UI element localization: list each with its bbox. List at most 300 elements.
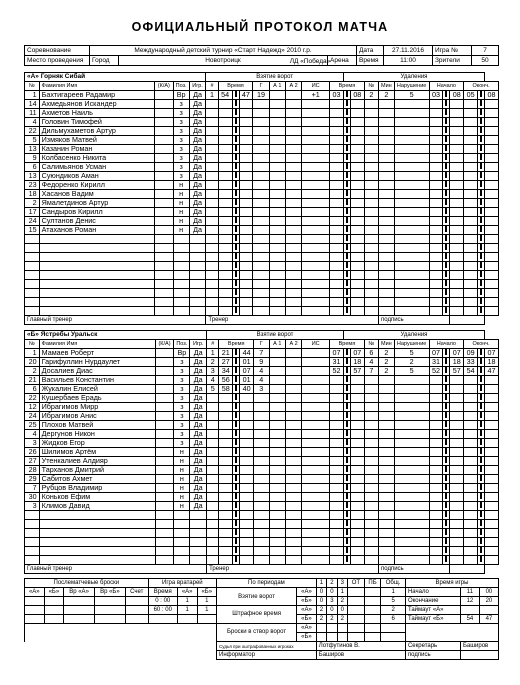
goal-assist2 (285, 529, 301, 538)
pen-end-min (464, 190, 478, 199)
player-position: н (174, 466, 190, 475)
goal-scorer (254, 556, 270, 565)
goal-situation (302, 376, 330, 385)
secretary-label: Секретарь (405, 642, 460, 651)
goal-scorer (253, 217, 269, 226)
pen-end-sec (485, 493, 499, 502)
cell: 1 (177, 606, 197, 615)
goal-number: 4 (207, 376, 219, 385)
pen-minutes (378, 217, 394, 226)
goal-situation (302, 430, 330, 439)
player-position: з (174, 358, 190, 367)
pen-min (330, 217, 344, 226)
pen-start-min: 52 (429, 367, 443, 376)
col-name: Фамилия Имя (39, 340, 155, 349)
arena-label: Арена (328, 56, 357, 66)
pen-end-min (464, 475, 478, 484)
pen-sec (350, 253, 364, 262)
penalties-header: Удаления (343, 73, 484, 82)
time-label: Время (357, 56, 384, 66)
goal-situation (302, 484, 330, 493)
pen-violation (394, 403, 429, 412)
pen-sec (350, 235, 364, 244)
pen-player: 7 (364, 367, 378, 376)
separator-mark (445, 448, 447, 454)
pen-violation (394, 271, 429, 280)
time-separator (478, 280, 485, 289)
time-separator (478, 235, 485, 244)
coach-label: Тренер (206, 316, 379, 325)
goal-situation (302, 109, 330, 118)
separator-mark (346, 412, 348, 418)
player-ka (155, 421, 174, 430)
player-played: Да (190, 385, 207, 394)
player-name: Жукалин Елисей (39, 385, 155, 394)
goal-assist2 (285, 244, 301, 253)
separator-mark (480, 235, 482, 241)
player-played: Да (190, 403, 207, 412)
player-number: 11 (25, 109, 40, 118)
player-number: 22 (25, 394, 40, 403)
pen-min (330, 289, 344, 298)
goal-min (219, 529, 233, 538)
player-ka (155, 430, 174, 439)
player-number (25, 262, 40, 271)
player-ka (155, 457, 174, 466)
goal-number (206, 244, 218, 253)
player-position (173, 235, 189, 244)
player-number: 4 (25, 118, 40, 127)
pen-sec (350, 208, 364, 217)
pen-minutes (378, 466, 394, 475)
time-separator (443, 538, 450, 547)
goal-number (206, 262, 218, 271)
pen-min (330, 547, 344, 556)
cell (348, 597, 365, 606)
time-separator (343, 385, 350, 394)
so-col-b: «Б» (44, 588, 64, 597)
player-position: н (174, 493, 190, 502)
time-separator (478, 181, 485, 190)
pen-start-min (429, 520, 443, 529)
player-name: Ахметов Наиль (39, 109, 154, 118)
pen-end-sec (485, 289, 499, 298)
goal-situation (302, 439, 330, 448)
pen-start-sec (450, 109, 464, 118)
separator-mark (235, 271, 237, 277)
period-3: 3 (337, 579, 347, 588)
pen-end-sec (485, 448, 499, 457)
player-played: Да (190, 394, 207, 403)
pen-start-sec (450, 547, 464, 556)
col-pen-start: Начало (429, 340, 464, 349)
separator-mark (445, 244, 447, 250)
goal-assist1 (269, 235, 285, 244)
player-number: 21 (25, 376, 40, 385)
separator-mark (346, 244, 348, 250)
pen-violation (394, 493, 429, 502)
goal-number (206, 181, 218, 190)
goal-sec (239, 118, 253, 127)
player-name (39, 547, 155, 556)
time-separator (443, 376, 450, 385)
player-played (189, 298, 206, 307)
player-number: 22 (25, 127, 40, 136)
pen-start-sec (450, 181, 464, 190)
time-separator (343, 421, 350, 430)
player-played (189, 253, 206, 262)
time-separator (232, 118, 239, 127)
pen-end-sec (485, 181, 499, 190)
player-played (190, 520, 207, 529)
time-separator (343, 307, 350, 316)
time-separator (233, 394, 240, 403)
time-separator (233, 376, 240, 385)
time-separator (478, 430, 485, 439)
time-separator (343, 475, 350, 484)
pen-violation (394, 430, 429, 439)
pen-minutes (378, 244, 394, 253)
goal-scorer: 4 (254, 367, 270, 376)
player-number (25, 298, 40, 307)
goal-min (218, 307, 232, 316)
player-position (173, 253, 189, 262)
goal-number (206, 307, 218, 316)
goal-min: 56 (219, 376, 233, 385)
time-separator (343, 262, 350, 271)
so-col-gkb: Вр «Б» (95, 588, 126, 597)
pen-end-sec: 07 (485, 349, 499, 358)
player-played (190, 556, 207, 565)
pen-end-sec (485, 457, 499, 466)
separator-mark (346, 298, 348, 304)
timeout-a-label: Таймаут «А» (405, 606, 460, 615)
pen-end-sec (485, 271, 499, 280)
goal-min (219, 475, 233, 484)
pen-end-sec (485, 253, 499, 262)
player-ka (155, 271, 174, 280)
pen-minutes (378, 190, 394, 199)
pen-start-min (429, 226, 443, 235)
player-ka (155, 520, 174, 529)
pen-end-sec: 18 (485, 358, 499, 367)
pen-start-min (429, 475, 443, 484)
pen-violation (394, 118, 429, 127)
separator-mark (445, 511, 447, 517)
goal-situation (302, 448, 330, 457)
cell: 6 (381, 615, 406, 624)
separator-mark (235, 358, 237, 364)
player-position: з (174, 385, 190, 394)
pen-start-sec (450, 235, 464, 244)
pen-minutes (378, 307, 394, 316)
pen-violation (394, 289, 429, 298)
separator-mark (235, 538, 237, 544)
player-position (173, 298, 189, 307)
pen-end-min: 33 (464, 358, 478, 367)
period-2: 2 (327, 579, 337, 588)
time-separator (478, 136, 485, 145)
pen-min (330, 118, 344, 127)
goal-number (207, 538, 219, 547)
goal-assist1 (269, 385, 285, 394)
goal-assist1 (269, 367, 285, 376)
pen-start-sec (450, 289, 464, 298)
goal-assist1 (269, 376, 285, 385)
pen-start-sec (450, 421, 464, 430)
sign-field (450, 565, 485, 574)
pen-player (364, 127, 378, 136)
separator-mark (445, 289, 447, 295)
goal-assist2 (285, 547, 301, 556)
pen-end-sec (485, 412, 499, 421)
time-separator (478, 271, 485, 280)
goal-scorer (253, 190, 269, 199)
goal-situation (302, 262, 330, 271)
goal-sec (239, 163, 253, 172)
pen-end-min (464, 298, 478, 307)
row-team: «Б» (297, 597, 317, 606)
pen-sec (350, 538, 364, 547)
goal-number (206, 100, 218, 109)
separator-mark (480, 109, 482, 115)
separator-mark (445, 367, 447, 373)
pen-minutes (378, 253, 394, 262)
col-no: № (25, 82, 40, 91)
pen-end-min (464, 181, 478, 190)
separator-mark (480, 556, 482, 562)
separator-mark (346, 181, 348, 187)
separator-mark (346, 208, 348, 214)
pen-start-min (429, 118, 443, 127)
pen-min: 52 (330, 367, 344, 376)
time-separator (443, 475, 450, 484)
time-separator (478, 307, 485, 316)
pen-start-sec (450, 475, 464, 484)
player-played: Да (190, 457, 207, 466)
separator-mark (480, 529, 482, 535)
pen-end-sec (485, 244, 499, 253)
pen-player (364, 154, 378, 163)
pen-start-sec (450, 226, 464, 235)
player-number: 18 (25, 190, 40, 199)
separator-mark (346, 475, 348, 481)
pen-start-min (429, 190, 443, 199)
player-number: 6 (25, 163, 40, 172)
goal-assist1 (269, 181, 285, 190)
row-team: «А» (297, 606, 317, 615)
player-played (189, 262, 206, 271)
player-ka (155, 226, 174, 235)
pen-player (364, 280, 378, 289)
col-pen-no: № (364, 82, 378, 91)
time-separator (443, 547, 450, 556)
player-name: Сандыров Кирилл (39, 208, 154, 217)
goal-situation (302, 136, 330, 145)
goal-number (206, 136, 218, 145)
player-played: Да (189, 190, 206, 199)
player-ka (155, 172, 174, 181)
goal-situation (302, 547, 330, 556)
pen-player (364, 457, 378, 466)
goal-min: 54 (218, 91, 232, 100)
player-ka (155, 190, 174, 199)
goal-assist1 (269, 403, 285, 412)
pen-start-min (429, 163, 443, 172)
pen-sec (350, 520, 364, 529)
pen-sec (350, 430, 364, 439)
pen-min (330, 262, 344, 271)
game-no-label: Игра № (433, 46, 472, 56)
pen-minutes (378, 376, 394, 385)
player-name (39, 253, 154, 262)
separator-mark (346, 271, 348, 277)
pen-player (364, 298, 378, 307)
pen-min (330, 100, 344, 109)
player-number: 3 (25, 502, 40, 511)
separator-mark (346, 430, 348, 436)
pen-end-min (464, 127, 478, 136)
separator-mark (346, 538, 348, 544)
goal-min (218, 235, 232, 244)
time-separator (443, 271, 450, 280)
pen-sec (350, 109, 364, 118)
goal-min: 34 (219, 367, 233, 376)
player-position (174, 529, 190, 538)
player-played: Да (189, 136, 206, 145)
separator-mark (346, 109, 348, 115)
player-position (174, 547, 190, 556)
goal-scorer (253, 262, 269, 271)
pen-end-sec (485, 100, 499, 109)
pen-min (330, 181, 344, 190)
player-ka (155, 502, 174, 511)
player-number (25, 280, 40, 289)
goal-min (219, 430, 233, 439)
pen-violation (394, 448, 429, 457)
goal-number (206, 199, 218, 208)
player-position: з (174, 430, 190, 439)
time-separator (443, 100, 450, 109)
goal-scorer: 3 (254, 385, 270, 394)
goalkeeper-label: Игра вратарей (148, 579, 216, 588)
player-number: 27 (25, 457, 40, 466)
pen-end-min (464, 439, 478, 448)
separator-mark (346, 100, 348, 106)
pen-sec: 07 (350, 349, 364, 358)
player-played: Да (190, 367, 207, 376)
player-ka (155, 181, 174, 190)
player-position: з (174, 376, 190, 385)
pen-player (364, 172, 378, 181)
time-separator (478, 217, 485, 226)
player-played: Да (190, 349, 207, 358)
pen-end-sec (485, 511, 499, 520)
pen-start-sec (450, 520, 464, 529)
pen-start-sec (450, 466, 464, 475)
pen-violation (394, 154, 429, 163)
pen-sec (350, 217, 364, 226)
pen-player (364, 262, 378, 271)
goal-min (219, 448, 233, 457)
goal-scorer (253, 154, 269, 163)
time-separator (232, 244, 239, 253)
goal-number (206, 280, 218, 289)
player-played: Да (190, 430, 207, 439)
pen-end-sec (485, 385, 499, 394)
goal-assist2 (285, 520, 301, 529)
pen-start-min (429, 448, 443, 457)
time-separator (478, 145, 485, 154)
time-separator (233, 439, 240, 448)
goal-sec (240, 556, 254, 565)
separator-mark (346, 349, 348, 355)
separator-mark (445, 271, 447, 277)
pen-end-sec (485, 529, 499, 538)
pen-start-sec (450, 172, 464, 181)
judge-value: Лотфутинов В. (316, 642, 405, 651)
overtime: ОТ (348, 579, 365, 588)
cell (348, 606, 365, 615)
pen-min: 03 (330, 91, 344, 100)
goal-situation (302, 502, 330, 511)
goal-number (206, 235, 218, 244)
separator-mark (445, 307, 447, 313)
player-name: Сабитов Ахмет (39, 475, 155, 484)
goal-scorer (254, 403, 270, 412)
separator-mark (445, 190, 447, 196)
goal-assist2 (285, 163, 301, 172)
goal-sec (239, 244, 253, 253)
player-ka (155, 511, 174, 520)
time-separator (232, 190, 239, 199)
goal-min (219, 439, 233, 448)
time-separator (233, 520, 240, 529)
goal-assist2 (285, 289, 301, 298)
pen-violation (394, 253, 429, 262)
goal-min (218, 181, 232, 190)
goal-min (218, 289, 232, 298)
separator-mark (480, 136, 482, 142)
separator-mark (235, 100, 237, 106)
pen-start-min: 31 (429, 358, 443, 367)
time-separator (343, 403, 350, 412)
pen-sec (350, 421, 364, 430)
goal-min (219, 466, 233, 475)
player-ka (155, 91, 174, 100)
pen-end-sec (485, 547, 499, 556)
goal-assist1 (269, 547, 285, 556)
goal-assist2 (285, 421, 301, 430)
separator-mark (235, 280, 237, 286)
separator-mark (480, 466, 482, 472)
pen-minutes (378, 520, 394, 529)
player-played (189, 244, 206, 253)
separator-mark (235, 307, 237, 313)
game-time-label: Время игры (405, 579, 498, 588)
player-name: Рубцов Владимир (39, 484, 155, 493)
separator-mark (445, 475, 447, 481)
pen-sec (350, 376, 364, 385)
so-col-gka: Вр «А» (64, 588, 95, 597)
cell: 0 (327, 606, 337, 615)
time-separator (233, 529, 240, 538)
separator-mark (445, 349, 447, 355)
goal-number: 3 (207, 367, 219, 376)
goal-scorer (254, 520, 270, 529)
goal-assist1 (269, 100, 285, 109)
pen-violation (394, 217, 429, 226)
